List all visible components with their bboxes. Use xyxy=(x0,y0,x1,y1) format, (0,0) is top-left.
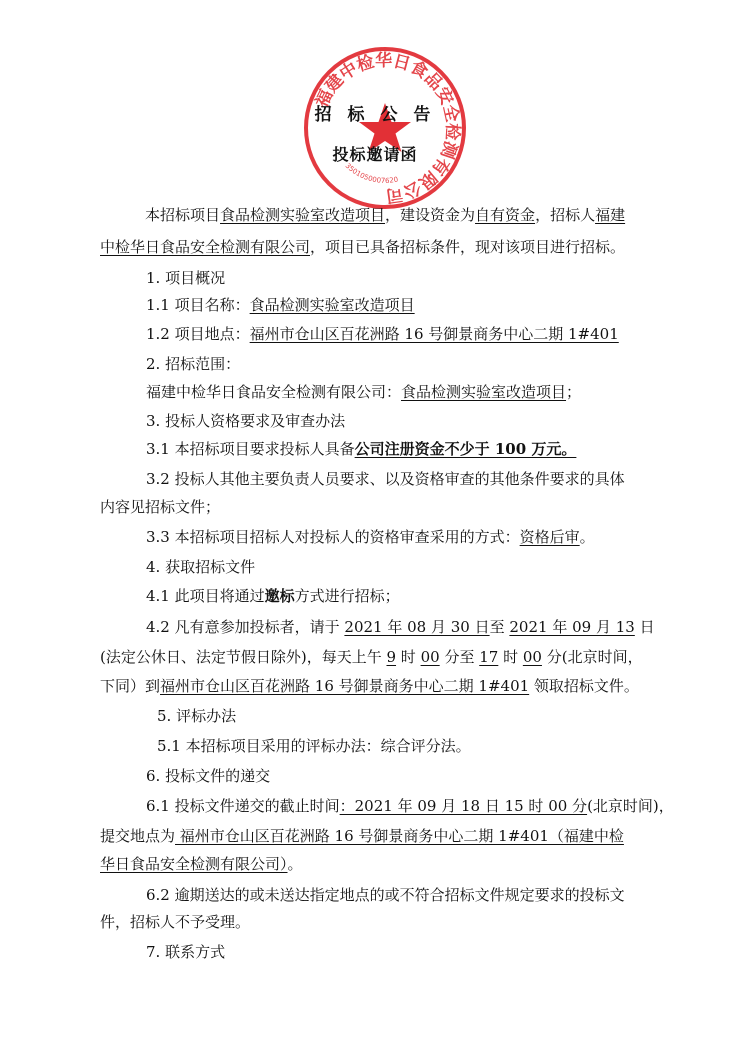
page-subtitle: 投标邀请函 xyxy=(332,145,418,164)
section-6-heading: 6. 投标文件的递交 xyxy=(146,767,271,785)
submission-place-line: 提交地点为 福州市仓山区百花洲路 16 号御景商务中心二期 1#401（福建中检 xyxy=(100,827,624,845)
method-line: 4.1 此项目将通过邀标方式进行招标； xyxy=(146,587,400,605)
period-line-3: 下同）到福州市仓山区百花洲路 16 号御景商务中心二期 1#401 领取招标文件。 xyxy=(100,677,639,695)
section-1-heading: 1. 项目概况 xyxy=(146,269,226,287)
section-4-heading: 4. 获取招标文件 xyxy=(146,558,256,576)
scope-line: 福建中检华日食品安全检测有限公司：食品检测实验室改造项目； xyxy=(146,383,582,401)
qualification-line-3: 3.3 本招标项目招标人对投标人的资格审查采用的方式：资格后审。 xyxy=(146,528,595,546)
seal-text: 福建中检华日食品安全检测有限公司 xyxy=(311,50,463,206)
deadline-line: 6.1 投标文件递交的截止时间：2021 年 09 月 18 日 15 时 00 分(北京时间)， xyxy=(146,797,674,815)
section-5-heading: 5. 评标办法 xyxy=(157,707,237,725)
official-seal xyxy=(302,45,468,211)
page-title: 招 标 公 告 xyxy=(314,105,436,125)
seal-code: 3501050007620 xyxy=(343,161,399,185)
intro-line-2: 中检华日食品安全检测有限公司，项目已具备招标条件，现对该项目进行招标。 xyxy=(100,238,626,256)
project-name-line: 1.1 项目名称：食品检测实验室改造项目 xyxy=(146,296,415,314)
project-location-line: 1.2 项目地点：福州市仓山区百花洲路 16 号御景商务中心二期 1#401 xyxy=(146,325,619,343)
qualification-line-1: 3.1 本招标项目要求投标人具备公司注册资金不少于 100 万元。 xyxy=(146,440,577,458)
late-submission-line-2: 件，招标人不予受理。 xyxy=(100,913,251,931)
evaluation-line: 5.1 本招标项目采用的评标办法：综合评分法。 xyxy=(157,737,471,755)
period-line-1: 4.2 凡有意参加投标者，请于 2021 年 08 月 30 日至 2021 年 09 月 13 日 xyxy=(146,618,655,636)
late-submission-line-1: 6.2 逾期送达的或未送达指定地点的或不符合招标文件规定要求的投标文 xyxy=(146,886,625,904)
submission-place-line-2: 华日食品安全检测有限公司）。 xyxy=(100,855,303,873)
qualification-line-2b: 内容见招标文件； xyxy=(100,498,221,516)
period-line-2: (法定公休日、法定节假日除外)，每天上午 9 时 00 分至 17 时 00 分(北京时间， xyxy=(100,648,643,666)
qualification-line-2: 3.2 投标人其他主要负责人员要求、以及资格审查的其他条件要求的具体 xyxy=(146,470,625,488)
section-7-heading: 7. 联系方式 xyxy=(146,943,226,961)
section-2-heading: 2. 招标范围： xyxy=(146,355,241,373)
intro-line-1: 本招标项目食品检测实验室改造项目，建设资金为自有资金，招标人福建 xyxy=(145,206,626,224)
section-3-heading: 3. 投标人资格要求及审查办法 xyxy=(146,412,346,430)
